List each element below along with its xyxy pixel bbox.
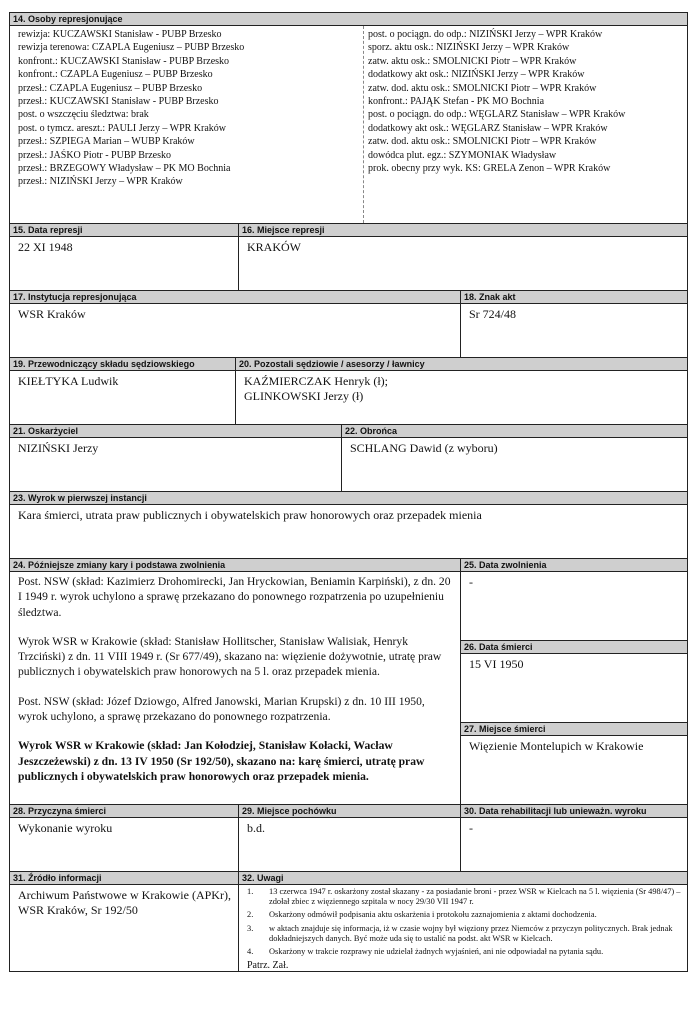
section-23 (10, 492, 687, 558)
first-instance-verdict: Kara śmierci, utrata praw publicznych i obywatelskich praw honorowych oraz przepadek mienia (18, 508, 482, 522)
section-23-label: 23. Wyrok w pierwszej instancji (10, 492, 687, 505)
section-17 (10, 291, 460, 357)
list-item: przesł.: NIZIŃSKI Jerzy – WPR Kraków (18, 176, 183, 188)
section-27-label: 27. Miejsce śmierci (461, 723, 687, 736)
judge-2: GLINKOWSKI Jerzy (ł) (244, 389, 364, 403)
list-item: konfront.: KUCZAWSKI Stanisław - PUBP Brzesko (18, 55, 230, 67)
repression-place: KRAKÓW (247, 240, 301, 254)
section-22 (341, 425, 687, 491)
list-item: sporz. aktu osk.: NIZIŃSKI Jerzy – WPR Kraków (368, 42, 570, 54)
death-date: 15 VI 1950 (469, 657, 524, 671)
file-reference: Sr 724/48 (469, 307, 517, 321)
list-item: zatw. dod. aktu osk.: SMOLNICKI Piotr – WPR Kraków (368, 136, 597, 148)
list-item: przesł.: KUCZAWSKI Stanisław - PUBP Brzesko (18, 96, 219, 108)
list-item: przesł.: BRZEGOWY Władysław – PK MO Bochnia (18, 163, 231, 175)
section-21-label: 21. Oskarżyciel (10, 425, 341, 438)
list-item: 4. Oskarżony w trakcie rozprawy nie udzielał żadnych wyjaśnień, ani nie odpowiadał na pytania sądu. (247, 947, 604, 957)
remarks-footer: Patrz. Zał. (247, 960, 289, 971)
section-25 (460, 559, 687, 640)
repressors-left-list (18, 28, 358, 189)
list-item: konfront.: CZAPLA Eugeniusz – PUBP Brzesko (18, 69, 213, 81)
paragraph: Wyrok WSR w Krakowie (skład: Stanisław Hollitscher, Stanisław Walisiak, Henryk Trzciński) z dn. 11 VIII 1949 r. (Sr 677/49), skazano na: więzienie dożywotnie, utratę praw publicznych i obywatelskich praw honorowych na 5 l. oraz przepadek mienia. (18, 634, 442, 679)
section-17-label: 17. Instytucja represjonująca (10, 291, 460, 304)
section-15-label: 15. Data represji (10, 224, 238, 237)
section-30 (460, 805, 687, 871)
section-24-label: 24. Późniejsze zmiany kary i podstawa zwolnienia (10, 559, 460, 572)
section-14 (10, 13, 687, 223)
defense-counsel: SCHLANG Dawid (z wyboru) (350, 441, 498, 455)
section-27 (460, 723, 687, 804)
paragraph: Post. NSW (skład: Józef Dziowgo, Alfred Janowski, Marian Krupski) z dn. 10 III 1950, wyrok uchylono, a sprawę przekazano do ponownego rozpatrzenia. (18, 694, 425, 724)
section-26-label: 26. Data śmierci (461, 641, 687, 654)
section-32-label: 32. Uwagi (239, 872, 687, 885)
section-31 (10, 872, 238, 971)
section-20-label: 20. Pozostali sędziowie / asesorzy / ławnicy (236, 358, 687, 371)
rehabilitation-date: - (469, 821, 473, 835)
section-18 (460, 291, 687, 357)
repressors-right-list (368, 28, 686, 175)
remarks-list (241, 887, 683, 957)
section-15 (10, 224, 238, 290)
section-31-label: 31. Źródło informacji (10, 872, 238, 885)
section-19-label: 19. Przewodniczący składu sędziowskiego (10, 358, 235, 371)
list-item: przesł.: SZPIEGA Marian – WUBP Kraków (18, 136, 195, 148)
list-item: prok. obecny przy wyk. KS: GRELA Zenon – WPR Kraków (368, 163, 611, 175)
list-item: post. o pociągn. do odp.: WĘGLARZ Stanisław – WPR Kraków (368, 109, 626, 121)
section-16-label: 16. Miejsce represji (239, 224, 687, 237)
list-item: 1. 13 czerwca 1947 r. oskarżony został skazany - za posiadanie broni - przez WSR w Kielcach na 5 l. więzienia (Sr 498/47) – zdołał zbiec z więziennego szpitala w nocy 29/30 VII 1947 r. (247, 887, 681, 907)
list-item: konfront.: PAJĄK Stefan - PK MO Bochnia (368, 96, 545, 108)
judge-1: KAŹMIERCZAK Henryk (ł); (244, 374, 388, 388)
section-22-label: 22. Obrońca (342, 425, 687, 438)
section-32 (238, 872, 687, 971)
prosecutor: NIZIŃSKI Jerzy (18, 441, 99, 455)
section-19 (10, 358, 235, 424)
final-verdict-paragraph: Wyrok WSR w Krakowie (skład: Jan Kołodziej, Stanisław Kołacki, Wacław Jeszczeżewski) z dn. 13 IV 1950 (Sr 192/50), skazano na: karę śmierci, utratę praw publicznych i obywatelskich praw honorowych oraz przepadek mienia. (18, 739, 425, 783)
list-item: dowódca plut. egz.: SZYMONIAK Władysław (368, 149, 557, 161)
section-18-label: 18. Znak akt (461, 291, 687, 304)
list-item: post. o tymcz. areszt.: PAULI Jerzy – WPR Kraków (18, 122, 227, 134)
release-date: - (469, 575, 473, 589)
list-item: 3. w aktach znajduje się informacja, iż w czasie wojny był więziony przez Niemców z przyczyn politycznych. Brak jednak dokładniejszych danych. Być może uda się to ustalić na podst. akt WSR w Kielcach. (247, 923, 673, 943)
list-item: dodatkowy akt osk.: NIZIŃSKI Jerzy – WPR Kraków (368, 69, 585, 81)
list-item: rewizja: KUCZAWSKI Stanisław - PUBP Brzesko (18, 29, 222, 40)
other-judges (244, 374, 681, 404)
section-24 (10, 559, 460, 804)
repressing-institution: WSR Kraków (18, 307, 86, 321)
list-item: post. o wszczęciu śledztwa: brak (18, 109, 149, 121)
record-form (9, 12, 688, 972)
list-item: rewizja terenowa: CZAPLA Eugeniusz – PUBP Brzesko (18, 42, 245, 54)
list-item: zatw. dod. aktu osk.: SMOLNICKI Piotr – WPR Kraków (368, 82, 597, 94)
presiding-judge: KIEŁTYKA Ludwik (18, 374, 119, 388)
section-14-label: 14. Osoby represjonujące (10, 13, 687, 26)
death-place: Więzienie Montelupich w Krakowie (469, 739, 644, 753)
section-29-label: 29. Miejsce pochówku (239, 805, 460, 818)
list-item: 2. Oskarżony odmówił podpisania aktu oskarżenia i protokołu zaznajomienia z aktami dochodzenia. (247, 910, 597, 920)
section-25-label: 25. Data zwolnienia (461, 559, 687, 572)
list-item: dodatkowy akt osk.: WĘGLARZ Stanisław – WPR Kraków (368, 122, 608, 134)
section-30-label: 30. Data rehabilitacji lub unieważn. wyroku (461, 805, 687, 818)
section-16 (238, 224, 687, 290)
list-item: przesł.: CZAPLA Eugeniusz – PUBP Brzesko (18, 82, 203, 94)
burial-place: b.d. (247, 821, 265, 835)
section-20 (235, 358, 687, 424)
information-source: Archiwum Państwowe w Krakowie (APKr), WSR Kraków, Sr 192/50 (18, 888, 231, 917)
column-divider (363, 26, 364, 223)
section-28-label: 28. Przyczyna śmierci (10, 805, 238, 818)
section-28 (10, 805, 238, 871)
death-cause: Wykonanie wyroku (18, 821, 113, 835)
section-21 (10, 425, 341, 491)
repression-date: 22 XI 1948 (18, 240, 73, 254)
section-26 (460, 641, 687, 722)
sentence-changes (18, 574, 454, 784)
section-29 (238, 805, 460, 871)
paragraph: Post. NSW (skład: Kazimierz Drohomirecki, Jan Hryckowian, Beniamin Karpiński), z dn. 20 I 1949 r. wyrok uchylono a sprawę przekazano do ponownego rozpatrzenia po uzupełnieniu śledztwa. (18, 575, 451, 619)
list-item: przesł.: JAŚKO Piotr - PUBP Brzesko (18, 149, 171, 161)
list-item: zatw. aktu osk.: SMOLNICKI Piotr – WPR Kraków (368, 55, 577, 67)
list-item: post. o pociągn. do odp.: NIZIŃSKI Jerzy – WPR Kraków (368, 29, 603, 40)
